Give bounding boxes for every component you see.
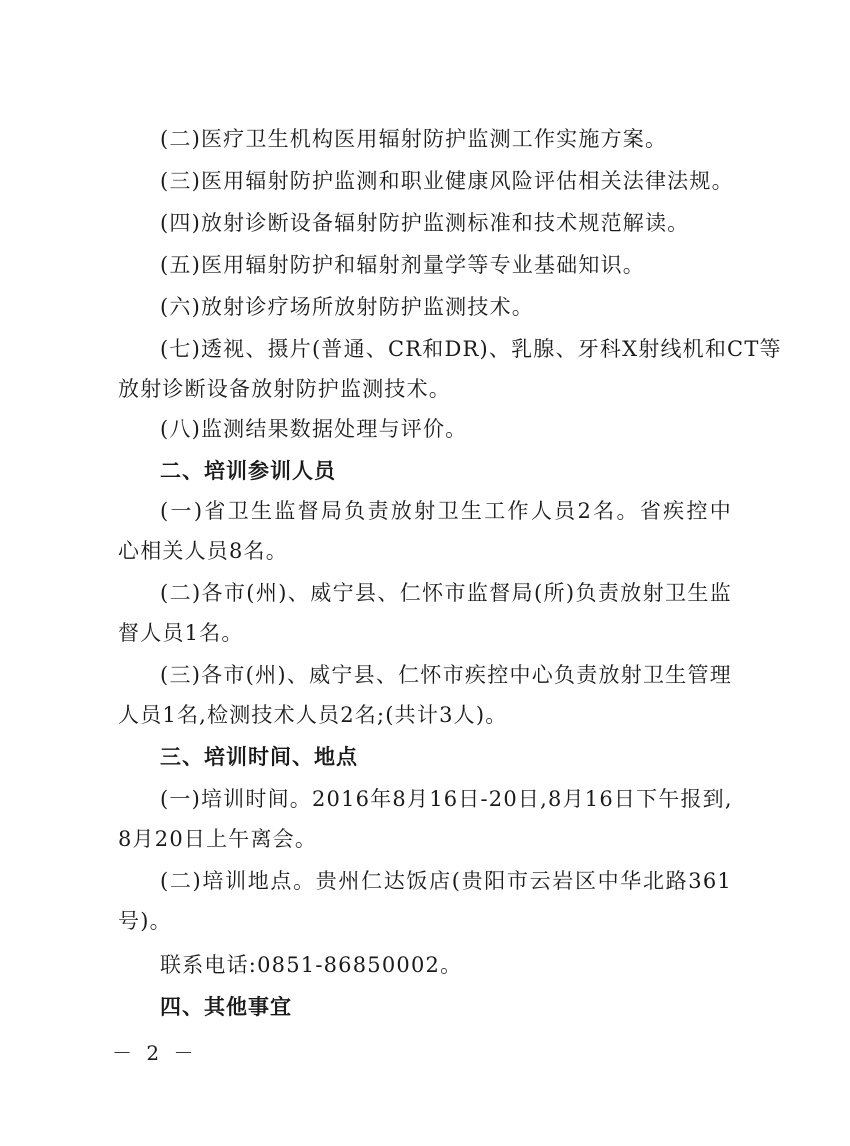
- item-6: (六)放射诊疗场所放射防护监测技术。: [160, 295, 534, 319]
- item-7-line-2: 放射诊断设备放射防护监测技术。: [118, 377, 451, 401]
- item-8: (八)监测结果数据处理与评价。: [160, 417, 468, 441]
- contact-phone: 联系电话:0851-86850002。: [160, 953, 463, 977]
- section-3-heading: 三、培训时间、地点: [160, 745, 358, 769]
- section-4-heading: 四、其他事宜: [160, 995, 292, 1019]
- item-2: (二)医疗卫生机构医用辐射防护监测工作实施方案。: [160, 127, 668, 151]
- item-7-line-1: (七)透视、摄片(普通、CR和DR)、乳腺、牙科X射线机和CT等: [160, 337, 782, 361]
- section-3-item-2-line-1: (二)培训地点。贵州仁达饭店(贵阳市云岩区中华北路361: [160, 869, 732, 893]
- page-number: － 2 －: [112, 1041, 198, 1065]
- section-2-item-1-line-2: 心相关人员8名。: [118, 539, 288, 563]
- section-3-item-1-line-1: (一)培训时间。2016年8月16日-20日,8月16日下午报到,: [160, 787, 733, 811]
- section-2-item-2-line-1: (二)各市(州)、威宁县、仁怀市监督局(所)负责放射卫生监: [160, 581, 732, 605]
- item-3: (三)医用辐射防护监测和职业健康风险评估相关法律法规。: [160, 169, 734, 193]
- section-2-item-2-line-2: 督人员1名。: [118, 621, 244, 645]
- section-3-item-2-line-2: 号)。: [118, 909, 172, 933]
- section-3-item-1-line-2: 8月20日上午离会。: [118, 827, 318, 851]
- item-5: (五)医用辐射防护和辐射剂量学等专业基础知识。: [160, 253, 645, 277]
- section-2-item-3-line-1: (三)各市(州)、威宁县、仁怀市疾控中心负责放射卫生管理: [160, 663, 732, 687]
- section-2-item-3-line-2: 人员1名,检测技术人员2名;(共计3人)。: [118, 703, 508, 727]
- section-2-heading: 二、培训参训人员: [160, 459, 336, 483]
- item-4: (四)放射诊断设备辐射防护监测标准和技术规范解读。: [160, 211, 690, 235]
- section-2-item-1-line-1: (一)省卫生监督局负责放射卫生工作人员2名。省疾控中: [160, 499, 732, 523]
